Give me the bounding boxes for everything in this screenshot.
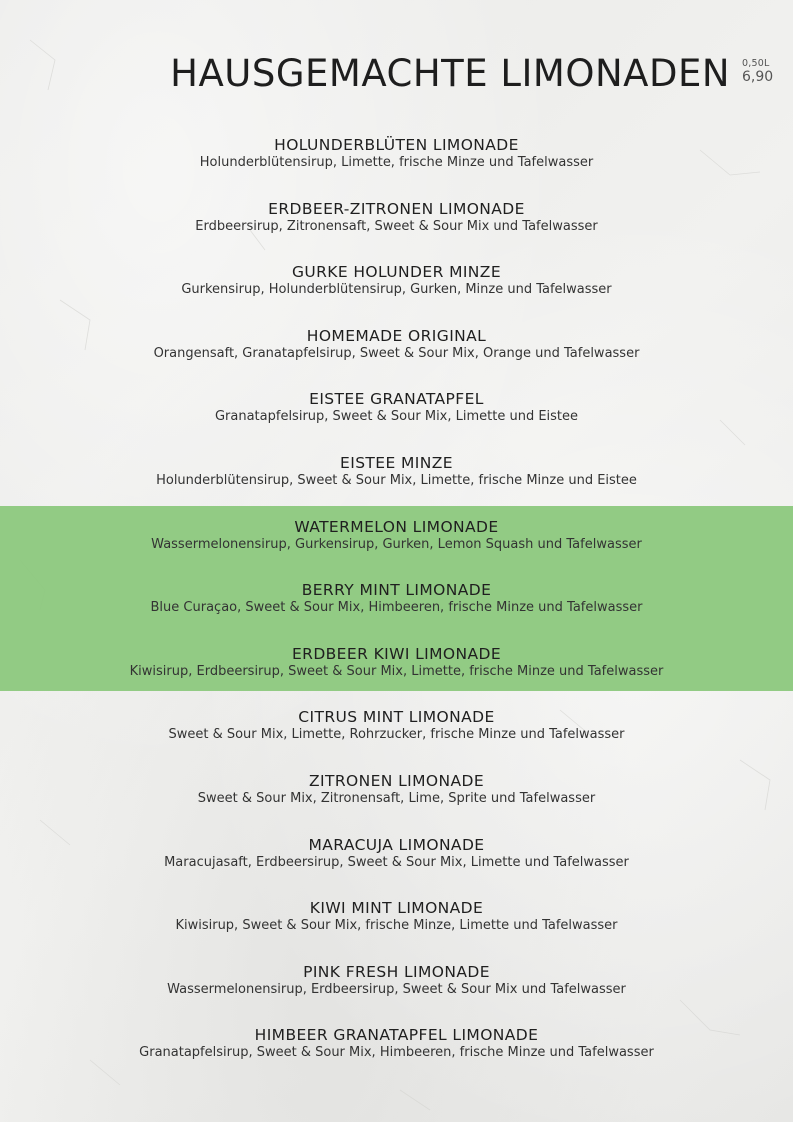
list-item — [0, 133, 793, 197]
item-name: HIMBEER GRANATAPFEL LIMONADE — [254, 1026, 539, 1045]
list-item-highlighted — [0, 578, 793, 642]
item-description: Erdbeersirup, Zitronensaft, Sweet & Sour Mix und Tafelwasser — [195, 218, 598, 234]
item-description: Maracujasaft, Erdbeersirup, Sweet & Sour Mix, Limette und Tafelwasser — [164, 854, 629, 870]
list-item — [0, 324, 793, 388]
list-item — [0, 705, 793, 769]
list-item — [0, 833, 793, 897]
list-item — [0, 197, 793, 261]
list-item-highlighted — [0, 515, 793, 579]
item-description: Holunderblütensirup, Limette, frische Minze und Tafelwasser — [199, 155, 594, 170]
item-description: Holunderblütensirup, Sweet & Sour Mix, Limette, frische Minze und Eistee — [156, 472, 637, 488]
item-name: ERDBEER-ZITRONEN LIMONADE — [268, 199, 525, 218]
item-name: BERRY MINT LIMONADE — [301, 581, 492, 600]
item-name: KIWI MINT LIMONADE — [309, 899, 484, 918]
list-item — [0, 1023, 793, 1087]
item-description: Granatapfelsirup, Sweet & Sour Mix, Himbeeren, frische Minze und Tafelwasser — [139, 1045, 654, 1061]
list-item — [0, 451, 793, 515]
item-description: Wassermelonensirup, Erdbeersirup, Sweet & Sour Mix und Tafelwasser — [167, 981, 626, 997]
menu-header — [0, 52, 793, 102]
item-name: ZITRONEN LIMONADE — [308, 771, 485, 790]
item-description: Wassermelonensirup, Gurkensirup, Gurken, Lemon Squash und Tafelwasser — [151, 536, 642, 552]
item-name: HOLUNDERBLÜTEN LIMONADE — [274, 136, 519, 154]
page-title: HAUSGEMACHTE LIMONADEN — [170, 52, 730, 95]
item-description: Sweet & Sour Mix, Limette, Rohrzucker, frische Minze und Tafelwasser — [168, 727, 625, 743]
price: 6,90 — [742, 69, 774, 85]
item-name: EISTEE GRANATAPFEL — [309, 390, 484, 409]
item-name: EISTEE MINZE — [340, 453, 453, 472]
list-item — [0, 960, 793, 1024]
item-name: WATERMELON LIMONADE — [294, 517, 499, 536]
item-description: Kiwisirup, Sweet & Sour Mix, frische Minze, Limette und Tafelwasser — [175, 918, 618, 934]
item-name: CITRUS MINT LIMONADE — [298, 708, 495, 727]
list-item — [0, 769, 793, 833]
item-description: Orangensaft, Granatapfelsirup, Sweet & Sour Mix, Orange und Tafelwasser — [153, 345, 640, 361]
item-description: Blue Curaçao, Sweet & Sour Mix, Himbeeren, frische Minze und Tafelwasser — [150, 600, 643, 616]
item-description: Sweet & Sour Mix, Zitronensaft, Lime, Sprite und Tafelwasser — [197, 790, 596, 806]
serving-size: 0,50L — [742, 58, 770, 69]
item-name: GURKE HOLUNDER MINZE — [291, 263, 502, 282]
item-name: PINK FRESH LIMONADE — [303, 962, 490, 981]
item-description: Granatapfelsirup, Sweet & Sour Mix, Limette und Eistee — [214, 409, 579, 425]
item-description: Kiwisirup, Erdbeersirup, Sweet & Sour Mix, Limette, frische Minze und Tafelwasser — [129, 663, 664, 679]
item-name: MARACUJA LIMONADE — [308, 835, 485, 854]
item-name: ERDBEER KIWI LIMONADE — [291, 644, 502, 663]
list-item — [0, 387, 793, 451]
item-description: Gurkensirup, Holunderblütensirup, Gurken, Minze und Tafelwasser — [181, 282, 612, 298]
item-name: HOMEMADE ORIGINAL — [306, 326, 487, 345]
size-price-block — [742, 58, 786, 85]
list-item — [0, 260, 793, 324]
list-item-highlighted — [0, 642, 793, 706]
list-item — [0, 896, 793, 960]
lemonade-list — [0, 133, 793, 1087]
